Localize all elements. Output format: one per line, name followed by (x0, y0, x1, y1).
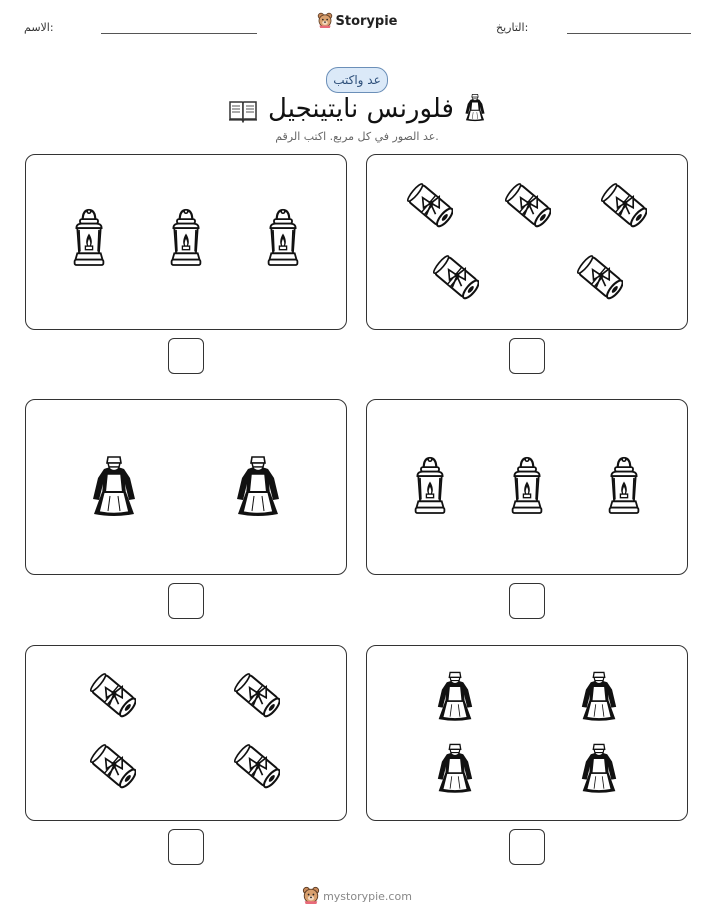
nurse-dress-icon (435, 670, 475, 724)
page-title-row (0, 92, 714, 132)
brand-name: Storypie (335, 14, 398, 29)
name-label: الاسم: (24, 21, 54, 34)
scroll-icon (234, 671, 280, 719)
nurse-dress-icon (435, 742, 475, 796)
page-title: فلورنس نايتينجيل (268, 94, 454, 124)
answer-box-2[interactable] (509, 338, 545, 374)
scroll-icon (234, 742, 280, 790)
count-panel-5 (25, 645, 347, 821)
nurse-dress-icon (579, 742, 619, 796)
lantern-icon (412, 454, 448, 518)
count-panel-3 (25, 399, 347, 575)
answer-box-4[interactable] (509, 583, 545, 619)
footer (0, 886, 714, 907)
nurse-dress-icon (464, 93, 486, 132)
answer-box-5[interactable] (168, 829, 204, 865)
count-panel-1 (25, 154, 347, 330)
nurse-dress-icon (579, 670, 619, 724)
lantern-icon (509, 454, 545, 518)
count-panel-2 (366, 154, 688, 330)
count-panel-4 (366, 399, 688, 575)
nurse-dress-icon (234, 454, 282, 520)
activity-badge: عد واكتب (326, 67, 388, 93)
answer-box-1[interactable] (168, 338, 204, 374)
scroll-icon (90, 742, 136, 790)
footer-url[interactable]: mystorypie.com (323, 890, 412, 903)
scroll-icon (601, 181, 647, 229)
instructions: عد الصور في كل مربع. اكتب الرقم. (275, 130, 439, 143)
answer-box-3[interactable] (168, 583, 204, 619)
lantern-icon (606, 454, 642, 518)
bear-logo-icon (302, 886, 320, 907)
scroll-icon (577, 253, 623, 301)
brand-logo (0, 12, 714, 32)
date-line[interactable] (567, 33, 691, 34)
scroll-icon (407, 181, 453, 229)
count-panel-6 (366, 645, 688, 821)
name-line[interactable] (101, 33, 257, 34)
lantern-icon (168, 207, 204, 269)
scroll-icon (505, 181, 551, 229)
lantern-icon (265, 207, 301, 269)
scroll-icon (90, 671, 136, 719)
bear-logo-icon (317, 12, 333, 32)
lantern-icon (71, 207, 107, 269)
answer-box-6[interactable] (509, 829, 545, 865)
nurse-dress-icon (90, 454, 138, 520)
book-icon (228, 98, 258, 132)
scroll-icon (433, 253, 479, 301)
date-label: التاريخ: (496, 21, 529, 34)
